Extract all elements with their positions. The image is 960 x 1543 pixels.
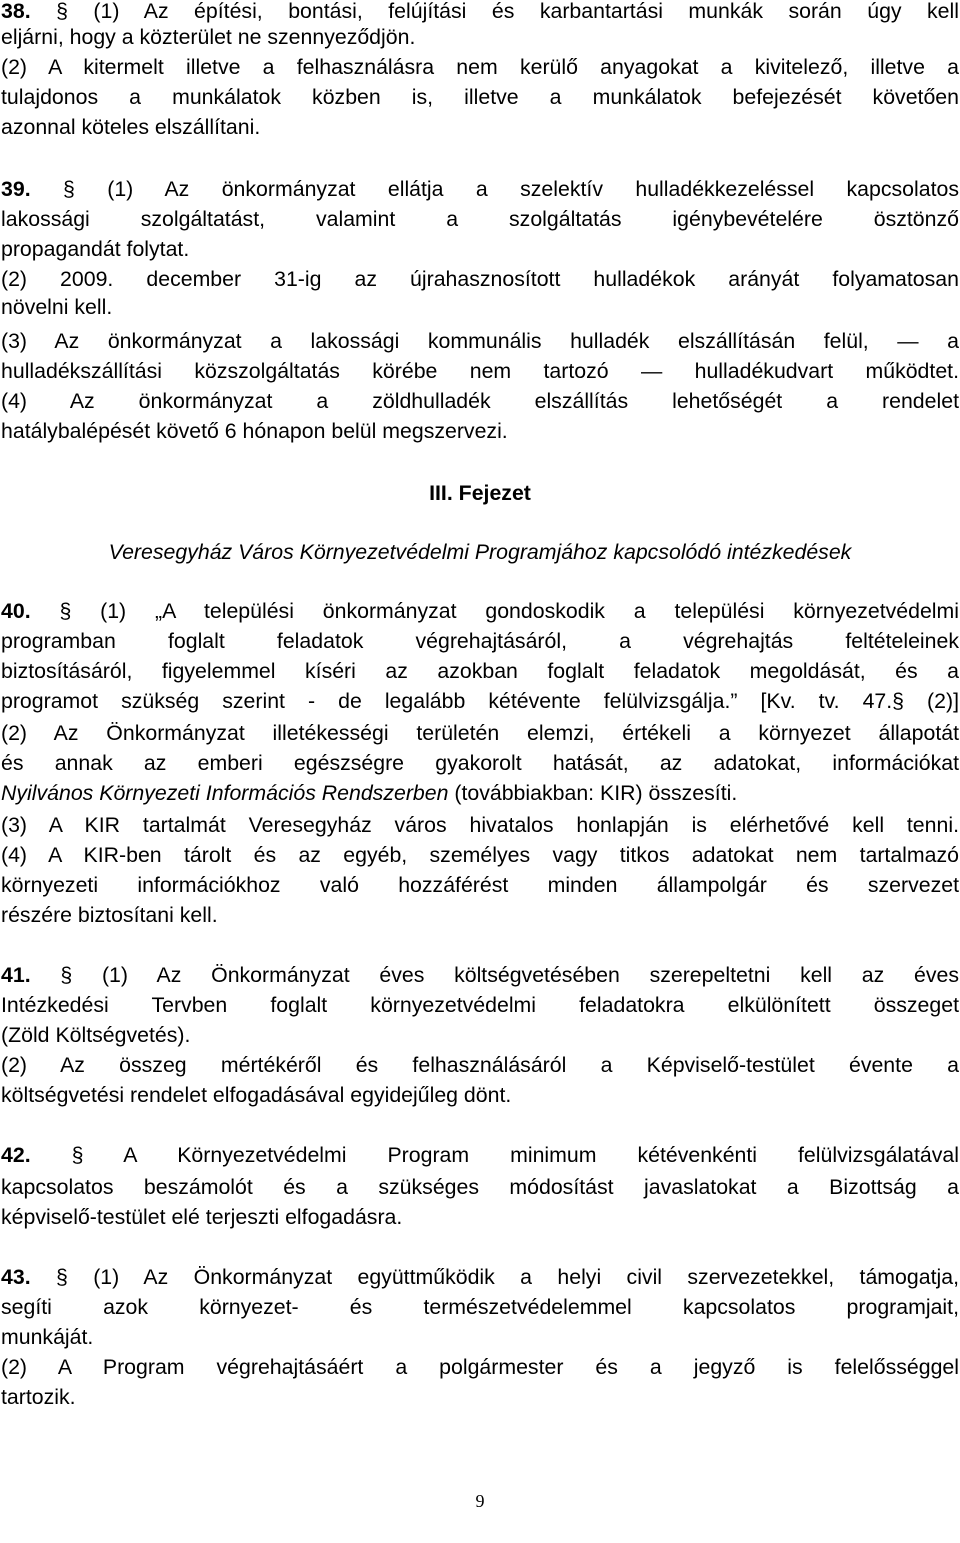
paragraph-39-line-3: propagandát folytat. [1,237,190,261]
paragraph-40-line-1: 40. § (1) „A települési önkormányzat gondoskodik a települési környezetvédelmi [1,599,959,623]
paragraph-40-line-2: programban foglalt feladatok végrehajtásáról, a végrehajtás feltételeinek [1,629,959,653]
paragraph-38-line-3: (2) A kitermelt illetve a felhasználásra nem kerülő anyagokat a kivitelező, illetve a [1,55,959,79]
paragraph-42-line-3: képviselő-testület elé terjeszti elfogadásra. [1,1205,403,1229]
paragraph-43-line-5: tartozik. [1,1385,76,1409]
paragraph-39-line-2: lakossági szolgáltatást, valamint a szolgáltatás igénybevételére ösztönző [1,207,959,231]
paragraph-39-line-1: 39. § (1) Az önkormányzat ellátja a szelektív hulladékkezeléssel kapcsolatos [1,177,959,201]
paragraph-39-line-8: (4) Az önkormányzat a zöldhulladék elszállítás lehetőségét a rendelet [1,389,959,413]
paragraph-39-line-5: növelni kell. [1,295,113,319]
paragraph-43-line-4: (2) A Program végrehajtásáért a polgármester és a jegyző is felelősséggel [1,1355,959,1379]
paragraph-41-line-4: (2) Az összeg mértékéről és felhasználásáról a Képviselő-testület évente a [1,1053,959,1077]
paragraph-38-line-5: azonnal köteles elszállítani. [1,115,261,139]
paragraph-41-line-5: költségvetési rendelet elfogadásával egyidejűleg dönt. [1,1083,512,1107]
paragraph-43-line-3: munkáját. [1,1325,94,1349]
paragraph-40-line-11: részére biztosítani kell. [1,903,218,927]
paragraph-38-line-4: tulajdonos a munkálatok közben is, illetve a munkálatok befejezését követően [1,85,959,109]
paragraph-38-line-2: eljárni, hogy a közterület ne szennyeződjön. [1,25,416,49]
paragraph-39-line-9: hatálybalépését követő 6 hónapon belül megszervezi. [1,419,508,443]
section-number: 43. [1,1265,31,1289]
section-number: 42. [1,1143,31,1167]
chapter-subtitle: Veresegyház Város Környezetvédelmi Programjához kapcsolódó intézkedések [108,540,852,564]
kir-italic-term: Nyilvános Környezeti Információs Rendszerben [1,781,449,805]
paragraph-39-line-6: (3) Az önkormányzat a lakossági kommunális hulladék elszállításán felül, — a [1,329,959,353]
paragraph-41-line-3: (Zöld Költségvetés). [1,1023,191,1047]
paragraph-39-line-7: hulladékszállítási közszolgáltatás körébe nem tartozó — hulladékudvart működtet. [1,359,959,383]
paragraph-43-line-1: 43. § (1) Az Önkormányzat együttműködik a helyi civil szervezetekkel, támogatja, [1,1265,959,1289]
paragraph-41-line-1: 41. § (1) Az Önkormányzat éves költségvetésében szerepeltetni kell az éves [1,963,959,987]
paragraph-42-line-1: 42. § A Környezetvédelmi Program minimum kétévenkénti felülvizsgálatával [1,1143,959,1167]
section-number: 40. [1,599,31,623]
section-number: 41. [1,963,31,987]
paragraph-42-line-2: kapcsolatos beszámolót és a szükséges módosítást javaslatokat a Bizottság a [1,1175,959,1199]
paragraph-40-line-8: (3) A KIR tartalmát Veresegyház város hivatalos honlapján is elérhetővé kell tenni. [1,813,959,837]
kir-abbrev-text: (továbbiakban: KIR) összesíti. [448,781,738,805]
section-number: 39. [1,177,31,201]
paragraph-38-line-1: 38. § (1) Az építési, bontási, felújítási és karbantartási munkák során úgy kell [1,0,959,23]
paragraph-40-line-6: és annak az emberi egészségre gyakorolt hatását, az adatokat, információkat [1,751,959,775]
paragraph-40-line-4: programot szükség szerint - de legalább kétévente felülvizsgálja.” [Kv. tv. 47.§ (2)] [1,689,959,713]
section-number: 38. [1,0,31,23]
chapter-title: III. Fejezet [429,481,531,505]
paragraph-39-line-4: (2) 2009. december 31-ig az újrahasznosított hulladékok arányát folyamatosan [1,267,959,291]
paragraph-40-line-3: biztosításáról, figyelemmel kíséri az azokban foglalt feladatok megoldását, és a [1,659,959,683]
paragraph-40-line-5: (2) Az Önkormányzat illetékességi területén elemzi, értékeli a környezet állapotát [1,721,959,745]
paragraph-40-line-10: környezeti információkhoz való hozzáférést minden állampolgár és szervezet [1,873,959,897]
paragraph-40-line-9: (4) A KIR-ben tárolt és az egyéb, személyes vagy titkos adatokat nem tartalmazó [1,843,959,867]
paragraph-40-line-7 [1,778,959,808]
page-number: 9 [475,1491,485,1511]
paragraph-43-line-2: segíti azok környezet- és természetvédelemmel kapcsolatos programjait, [1,1295,959,1319]
paragraph-41-line-2: Intézkedési Tervben foglalt környezetvédelmi feladatokra elkülönített összeget [1,993,959,1017]
